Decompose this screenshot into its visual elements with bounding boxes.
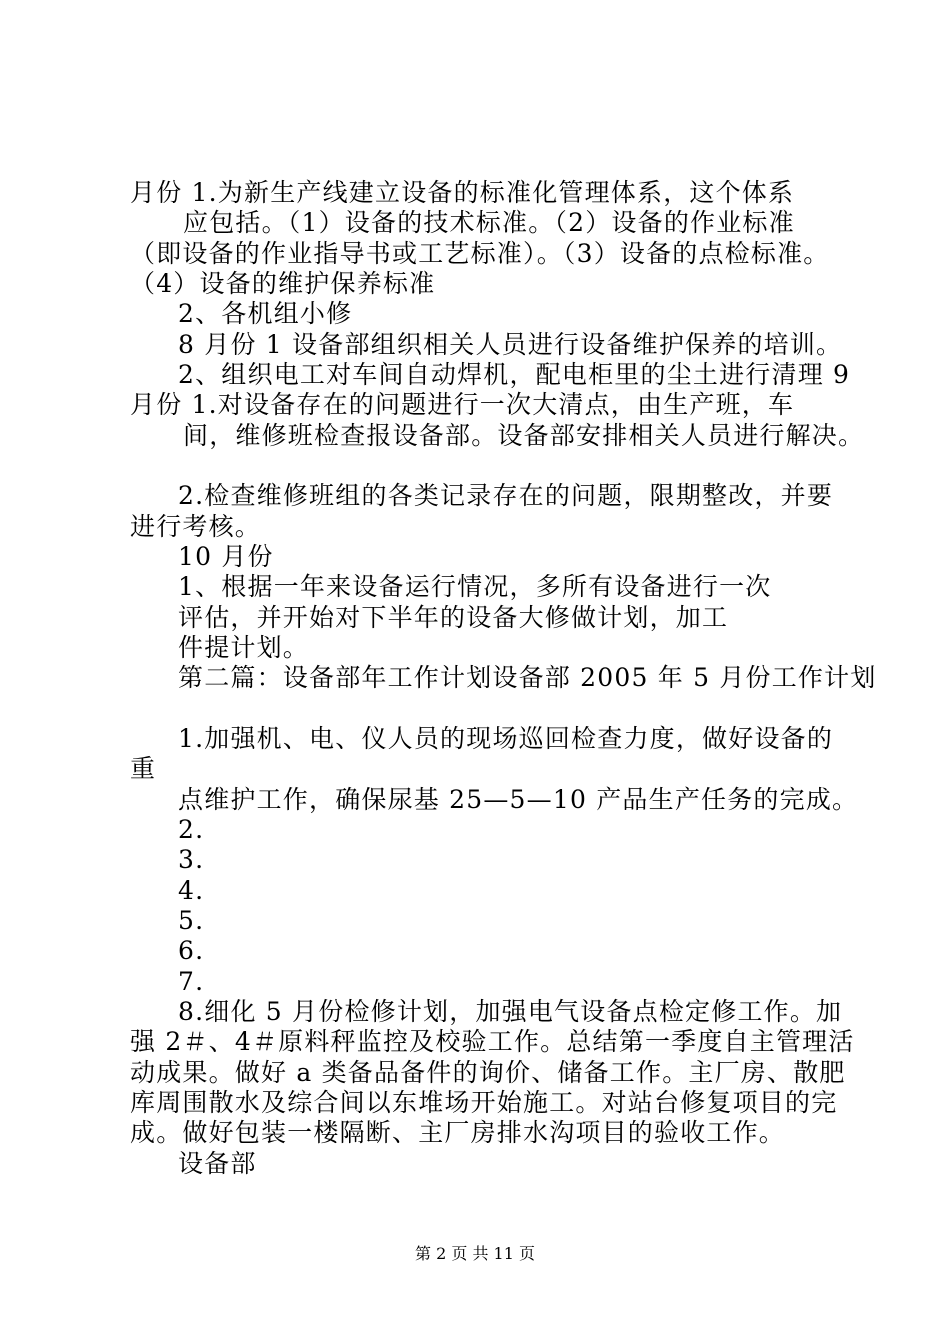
page-footer: 第 2 页 共 11 页 (415, 1244, 535, 1263)
text-line: 3. (178, 845, 205, 874)
text-line: 强 2＃、4＃原料秤监控及校验工作。总结第一季度自主管理活 (130, 1027, 855, 1056)
text-line: （4）设备的维护保养标准 (130, 269, 436, 298)
text-line: 4. (178, 876, 205, 905)
text-line: 1.加强机、电、仪人员的现场巡回检查力度，做好设备的 (178, 724, 834, 753)
text-line: 间，维修班检查报设备部。设备部安排相关人员进行解决。 (183, 421, 865, 450)
text-line: 10 月份 (178, 542, 274, 571)
text-line: 重 (130, 754, 157, 783)
text-line: 成。做好包装一楼隔断、主厂房排水沟项目的验收工作。 (130, 1118, 786, 1147)
text-line: （即设备的作业指导书或工艺标准）。（3）设备的点检标准。 (130, 239, 830, 268)
text-line: 件提计划。 (178, 633, 310, 662)
text-line: 2.检查维修班组的各类记录存在的问题，限期整改，并要 (178, 481, 834, 510)
text-line: 1、根据一年来设备运行情况，多所有设备进行一次 (178, 572, 772, 601)
text-line: 第二篇：设备部年工作计划设备部 2005 年 5 月份工作计划 (178, 663, 877, 692)
text-line: 7. (178, 967, 205, 996)
text-line: 8 月份 1 设备部组织相关人员进行设备维护保养的培训。 (178, 330, 843, 359)
text-line: 月份 1.为新生产线建立设备的标准化管理体系，这个体系 (130, 178, 795, 207)
text-line: 点维护工作，确保尿基 25—5—10 产品生产任务的完成。 (178, 785, 859, 814)
text-line: 动成果。做好 a 类备品备件的询价、储备工作。主厂房、散肥 (130, 1058, 846, 1087)
text-line: 设备部 (178, 1149, 257, 1178)
text-line: 8.细化 5 月份检修计划，加强电气设备点检定修工作。加 (178, 997, 843, 1026)
text-line: 2. (178, 815, 205, 844)
text-line: 6. (178, 936, 205, 965)
text-line: 评估，并开始对下半年的设备大修做计划，加工 (178, 603, 729, 632)
text-line: 应包括。（1）设备的技术标准。（2）设备的作业标准 (183, 208, 795, 237)
text-line: 进行考核。 (130, 512, 262, 541)
text-line: 库周围散水及综合间以东堆场开始施工。对站台修复项目的完 (130, 1088, 838, 1117)
text-line: 2、组织电工对车间自动焊机，配电柜里的尘土进行清理 9 (178, 360, 851, 389)
text-line: 2、各机组小修 (178, 299, 353, 328)
text-line: 5. (178, 906, 205, 935)
text-line: 月份 1.对设备存在的问题进行一次大清点，由生产班，车 (130, 390, 795, 419)
